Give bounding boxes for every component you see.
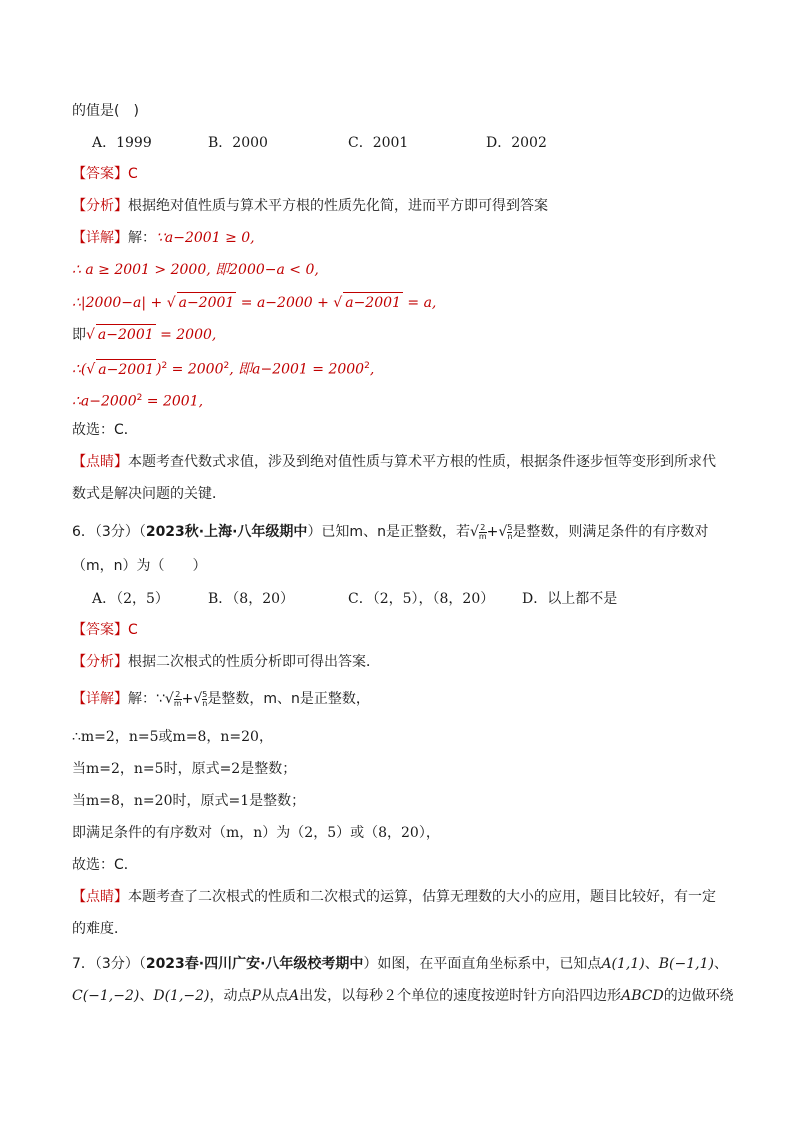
q5-detail-step4 [72, 324, 216, 345]
stem-text: ，动点 [209, 988, 252, 1004]
q5-detail-step6: $\therefore a-2000^2 = 2001$, [72, 393, 204, 410]
stem-text: 出发，以每秒２个单位的速度按逆时针方向沿四边形 [299, 988, 622, 1004]
point-a-ref: A [288, 988, 300, 1004]
point-a: A(1,1) [601, 956, 645, 972]
math-step: ∴( [72, 361, 87, 378]
sqrt-expression: √ $\frac{2}{m}$ +√ $\frac{5}{n}$ [164, 689, 208, 708]
detail-tag: 【详解】 [72, 230, 128, 246]
point-b: B(−1,1) [658, 956, 714, 972]
math-step: = 2000, [155, 327, 217, 343]
sqrt-expression: √ $\frac{2}{m}$ +√ $\frac{5}{n}$ [469, 522, 513, 541]
point-p: P [251, 988, 261, 1004]
question-source: 2023秋·上海·八年级期中 [145, 524, 308, 540]
comment-text: 本题考查了二次根式的性质和二次根式的运算，估算无理数的大小的应用，题目比较好，有一定 [128, 889, 716, 905]
stem-text: 是整数，则满足条件的有序数对 [512, 524, 709, 540]
radicand: a−2001 [343, 292, 403, 313]
q5-detail-step5: ∴(√ a−2001 )$^2 = 2000^2$, 即$a-2001 = 2000^2$, [72, 356, 374, 380]
comment-text: 本题考查代数式求值，涉及到绝对值性质与算术平方根的性质，根据条件逐步恒等变形到所求代 [128, 454, 716, 470]
q5-comment-line1 [72, 452, 716, 472]
stem-text: ）已知m、n是正整数，若 [307, 524, 470, 540]
q5-detail-step3 [72, 292, 436, 313]
point-d: D(1,−2) [153, 988, 210, 1004]
q6-detail-line2: 当m=2，n=5时，原式=2是整数； [72, 761, 297, 777]
math-step: ∵a−2001 ≥ 0, [156, 230, 255, 246]
q5-detail-step1 [72, 228, 255, 248]
q5-comment-line2: 数式是解决问题的关键． [72, 486, 226, 502]
answer-value: C [128, 622, 138, 638]
q5-conclusion: 故选：C． [72, 422, 138, 438]
math-step: 即 [72, 327, 86, 343]
q5-option-a: A．1999 [92, 135, 152, 151]
q6-option-c: C．（2，5），（8，20） [348, 591, 495, 607]
q5-option-d: D．2002 [486, 135, 547, 151]
q5-answer [72, 164, 138, 184]
q6-option-a: A．（2，5） [92, 591, 169, 607]
q5-option-b: B．2000 [208, 135, 268, 151]
math-step: ∴ a ≥ 2001 > 2000, 即2000−a < 0, [72, 262, 319, 278]
q6-answer [72, 620, 138, 640]
q6-analysis [72, 652, 380, 672]
math-step: , [369, 361, 375, 378]
q6-stem-line1 [72, 522, 708, 542]
point-c: C(−1,−2) [72, 988, 140, 1004]
analysis-text: 根据二次根式的性质分析即可得出答案． [128, 654, 380, 670]
q6-comment-line2: 的难度． [72, 921, 128, 937]
sqrt-symbol: √ [166, 295, 176, 311]
q7-stem-line1: 7．（3分）（2023春·四川广安·八年级校考期中）如图，在平面直角坐标系中，已知点A(1,1)、B(−1,1)、 [72, 956, 728, 972]
analysis-tag: 【分析】 [72, 198, 128, 214]
question-source: 2023春·四川广安·八年级校考期中 [145, 956, 364, 972]
detail-text: 解：∵ [128, 691, 165, 707]
q5-analysis [72, 196, 548, 216]
q5-stem-tail: 的值是( ) [72, 103, 139, 119]
analysis-text: 根据绝对值性质与算术平方根的性质先化简，进而平方即可得到答案 [128, 198, 548, 214]
q6-detail-line3: 当m=8，n=20时，原式=1是整数； [72, 793, 306, 809]
answer-tag: 【答案】 [72, 622, 128, 638]
sqrt-symbol: √ [333, 295, 343, 311]
stem-text: 的边做环绕 [663, 988, 734, 1004]
q6-detail-line1: ∴m=2，n=5或m=8，n=20， [72, 729, 273, 745]
math-step: ) [156, 361, 162, 378]
q6-detail-line4: 即满足条件的有序数对（m，n）为（2，5）或（8，20）， [72, 825, 440, 841]
q5-option-c: C．2001 [348, 135, 409, 151]
radicand: a−2001 [177, 292, 237, 313]
comment-tag: 【点睛】 [72, 889, 128, 905]
math-step: , 即a−2001 = 2000 [229, 361, 365, 378]
answer-tag: 【答案】 [72, 166, 128, 182]
math-step: = 2000 [167, 361, 224, 378]
math-step: = a−2000 + [236, 295, 334, 311]
q6-conclusion: 故选：C． [72, 857, 138, 873]
math-step: ∴a−2000 [72, 393, 137, 410]
detail-text: 是整数，m、n是正整数， [207, 691, 370, 707]
q6-comment-line1 [72, 887, 716, 907]
math-step: = a, [402, 295, 437, 311]
q7-stem-line2: C(−1,−2)、D(1,−2)，动点P从点A出发，以每秒２个单位的速度按逆时针方向沿四边形ABCD的边做环绕 [72, 988, 734, 1004]
q5-detail-step2 [72, 260, 319, 280]
stem-text: ）如图，在平面直角坐标系中，已知点 [363, 956, 602, 972]
detail-tag: 【详解】 [72, 691, 128, 707]
radicand: a−2001 [96, 359, 156, 380]
radicand: a−2001 [96, 324, 156, 345]
question-number: 7．（3分）（ [72, 956, 146, 972]
comment-tag: 【点睛】 [72, 454, 128, 470]
analysis-tag: 【分析】 [72, 654, 128, 670]
math-step: = 2001, [142, 393, 204, 410]
sqrt-symbol: √ [86, 361, 96, 378]
q6-option-b: B．（8，20） [208, 591, 295, 607]
stem-text: 从点 [260, 988, 289, 1004]
detail-intro: 解： [128, 230, 156, 246]
q6-option-d: D．以上都不是 [522, 591, 618, 607]
question-number: 6．（3分）（ [72, 524, 146, 540]
sqrt-symbol: √ [86, 327, 95, 343]
quadrilateral-abcd: ABCD [621, 988, 664, 1004]
math-step: ∴|2000−a| + [72, 295, 167, 311]
q6-stem-line2: （m，n）为（ ） [72, 558, 207, 574]
answer-value: C [128, 166, 138, 182]
q6-detail-intro [72, 689, 370, 709]
